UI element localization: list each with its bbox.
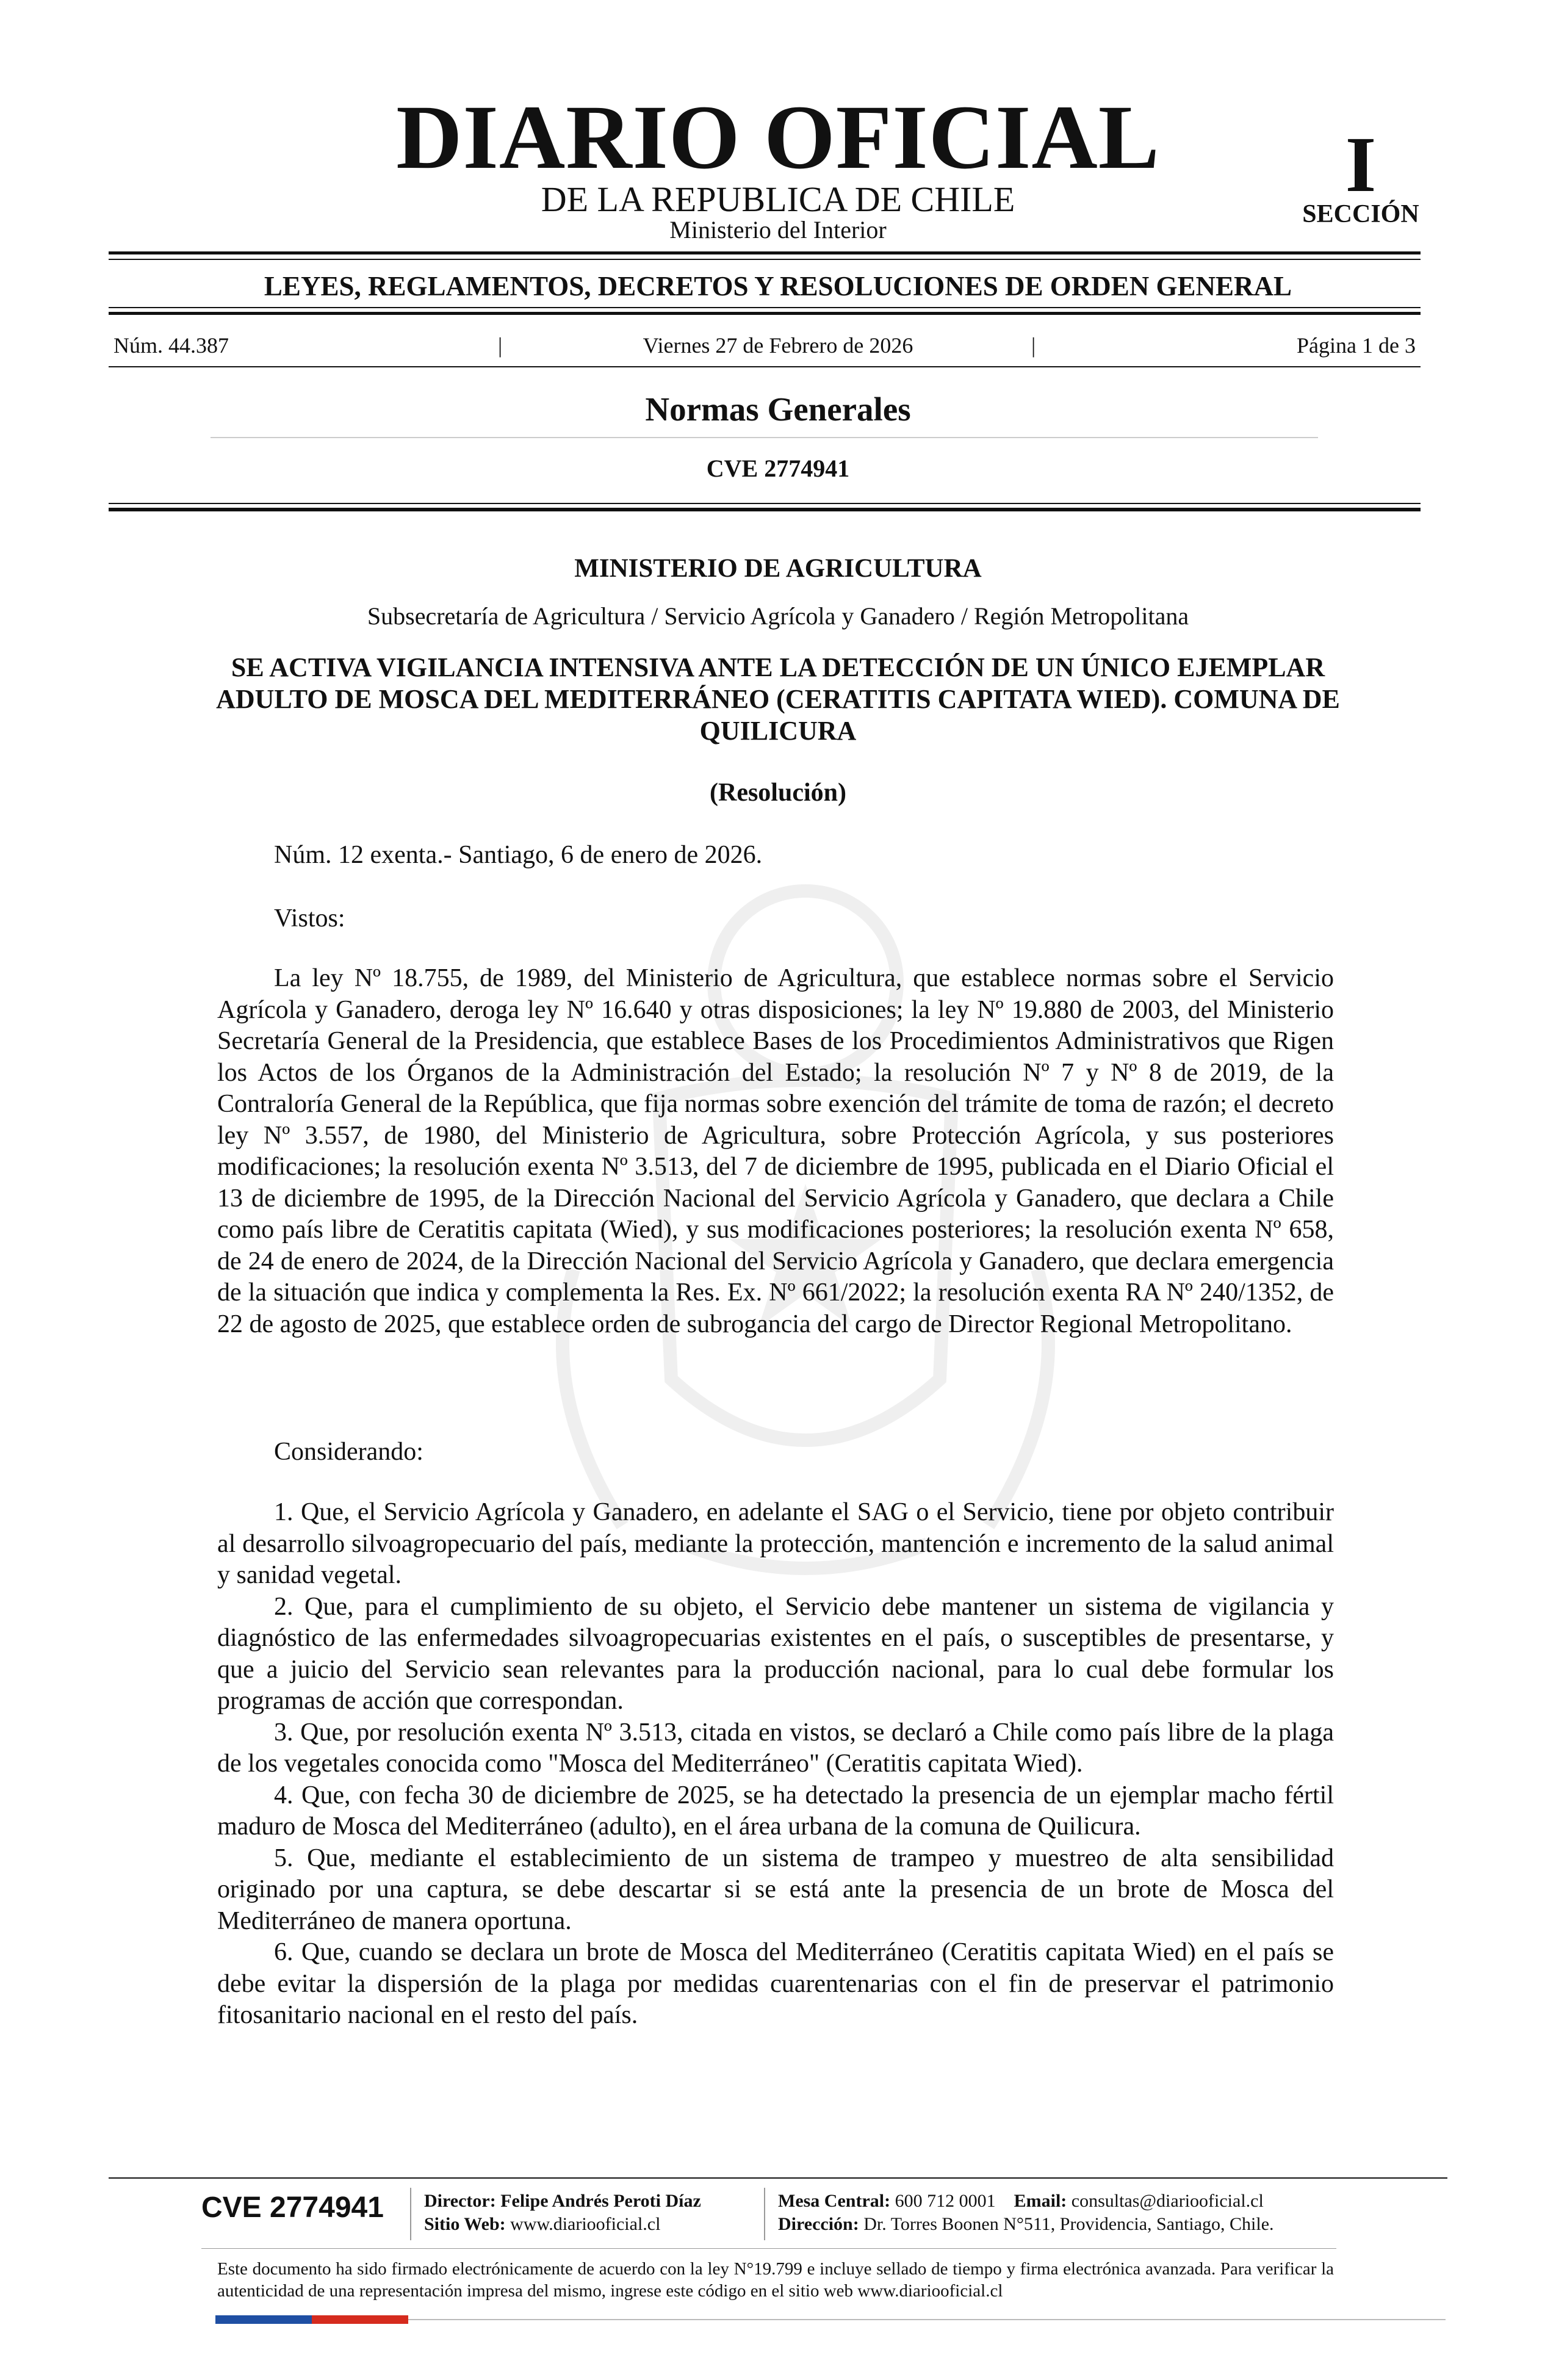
cve-rule-thin: [109, 503, 1421, 504]
masthead-rule-thin: [109, 259, 1421, 260]
email-label: Email:: [1014, 2191, 1067, 2211]
cve-code: CVE 2774941: [706, 455, 850, 482]
footer-contact-block: [778, 2190, 1274, 2236]
list-item: 1. Que, el Servicio Agrícola y Ganadero, en adelante el SAG o el Servicio, tiene por objeto contribuir al desarrollo silvoagropecuario del país, mediante la protección, mantención e incremento de la salud animal y sanidad vegetal.: [217, 1498, 1334, 1589]
footer-divider: [410, 2188, 411, 2240]
footer-rule: [109, 2177, 1447, 2179]
meta-separator: |: [498, 333, 503, 358]
list-item: 6. Que, cuando se declara un brote de Mosca del Mediterráneo (Ceratitis capitata Wied) en el país se debe evitar la dispersión de la plaga por medidas cuarentenarias con el fin de preservar el patrimonio fitosanitario nacional en el resto del país.: [217, 1938, 1334, 2029]
issuing-office: Subsecretaría de Agricultura / Servicio Agrícola y Ganadero / Región Metropolitana: [367, 602, 1189, 630]
vistos-label: Vistos:: [274, 904, 345, 932]
director-label: Director:: [424, 2191, 496, 2211]
meta-rule: [109, 366, 1421, 367]
masthead-ministry: Ministerio del Interior: [669, 216, 887, 243]
category-rule: [211, 437, 1318, 438]
section-banner: LEYES, REGLAMENTOS, DECRETOS Y RESOLUCIONES DE ORDEN GENERAL: [264, 271, 1292, 301]
list-item: 3. Que, por resolución exenta Nº 3.513, citada en vistos, se declaró a Chile como país libre de la plaga de los vegetales conocida como "Mosca del Mediterráneo" (Ceratitis capitata Wied).: [217, 1718, 1334, 1778]
page-indicator: Página 1 de 3: [1297, 333, 1416, 358]
email-link[interactable]: consultas@diariooficial.cl: [1071, 2191, 1264, 2211]
resolution-heading: SE ACTIVA VIGILANCIA INTENSIVA ANTE LA DETECCIÓN DE UN ÚNICO EJEMPLAR ADULTO DE MOSCA DEL MEDITERRÁNEO (CERATITIS CAPITATA WIED). COMUNA DE QUILICURA: [216, 652, 1340, 746]
document-type: (Resolución): [710, 779, 846, 807]
footer-director-block: [424, 2190, 701, 2236]
meta-separator: |: [1031, 333, 1036, 358]
category-title: Normas Generales: [645, 391, 911, 428]
list-item: 2. Que, para el cumplimiento de su objeto, el Servicio debe mantener un sistema de vigilancia y diagnóstico de las enfermedades silvoagropecuarias existentes en el país, o susceptibles de presentarse, y que a juicio del Servicio sean relevantes para la producción nacional, para lo cual debe formular los programas de acción que correspondan.: [217, 1592, 1334, 1715]
web-label: Sitio Web:: [424, 2214, 506, 2234]
flag-stripe-blue: [215, 2315, 312, 2324]
phone-label: Mesa Central:: [778, 2191, 891, 2211]
footer-cve-code: CVE 2774941: [201, 2191, 384, 2224]
masthead-rule-thick: [109, 251, 1421, 254]
section-number: I: [1345, 121, 1377, 209]
flag-stripe-red: [312, 2315, 408, 2324]
phone-number: 600 712 0001: [895, 2191, 996, 2211]
considerando-list: [217, 1497, 1334, 2032]
banner-rule-thin: [109, 307, 1421, 308]
address-value: Dr. Torres Boonen N°511, Providencia, Santiago, Chile.: [863, 2214, 1274, 2234]
section-label: SECCIÓN: [1302, 200, 1419, 228]
footer-rule-thin: [201, 2248, 1336, 2249]
newspaper-title: DIARIO OFICIAL: [396, 87, 1160, 188]
signature-disclaimer: Este documento ha sido firmado electrónicamente de acuerdo con la ley N°19.799 e incluye sellado de tiempo y firma electrónica avanzada. Para verificar la autenticidad de una representación impresa del mismo, ingrese este código en el sitio web www.diariooficial.cl: [217, 2259, 1334, 2301]
list-item: 5. Que, mediante el establecimiento de un sistema de trampeo y muestreo de alta sensibilidad originado por una captura, se debe descartar si se está ante la presencia de un brote de Mosca del Mediterráneo de manera oportuna.: [217, 1844, 1334, 1935]
issue-number: Núm. 44.387: [113, 333, 229, 358]
website-link[interactable]: www.diariooficial.cl: [510, 2214, 661, 2234]
considerando-label: Considerando:: [274, 1438, 423, 1466]
list-item: 4. Que, con fecha 30 de diciembre de 2025, se ha detectado la presencia de un ejemplar macho fértil maduro de Mosca del Mediterráneo (adulto), en el área urbana de la comuna de Quilicura.: [217, 1781, 1334, 1841]
director-name: Felipe Andrés Peroti Díaz: [500, 2191, 701, 2211]
newspaper-subtitle: DE LA REPUBLICA DE CHILE: [541, 179, 1015, 219]
address-label: Dirección:: [778, 2214, 859, 2234]
flag-stripe-rule: [408, 2319, 1446, 2320]
banner-rule-thick: [109, 312, 1421, 315]
resolution-number-line: Núm. 12 exenta.- Santiago, 6 de enero de 2026.: [274, 841, 763, 869]
cve-rule-thick: [109, 508, 1421, 511]
issue-date: Viernes 27 de Febrero de 2026: [643, 333, 913, 358]
vistos-paragraph: La ley Nº 18.755, de 1989, del Ministerio de Agricultura, que establece normas sobre el Servicio Agrícola y Ganadero, deroga ley Nº 16.640 y otras disposiciones; la ley Nº 19.880 de 2003, del Ministerio Secretaría General de la Presidencia, que establece Bases de los Procedimientos Administrativos que Rigen los Actos de los Órganos de la Administración del Estado; la resolución Nº 7 y Nº 8 de 2019, de la Contraloría General de la República, que fija normas sobre exención del trámite de toma de razón; el decreto ley Nº 3.557, de 1980, del Ministerio de Agricultura, sobre Protección Agrícola, y sus posteriores modificaciones; la resolución exenta Nº 3.513, del 7 de diciembre de 1995, publicada en el Diario Oficial el 13 de diciembre de 1995, de la Dirección Nacional del Servicio Agrícola y Ganadero, que declara a Chile como país libre de Ceratitis capitata (Wied), y sus modificaciones posteriores; la resolución exenta Nº 658, de 24 de enero de 2024, de la Dirección Nacional del Servicio Agrícola y Ganadero, que declara emergencia de la situación que indica y complementa la Res. Ex. Nº 661/2022; la resolución exenta RA Nº 240/1352, de 22 de agosto de 2025, que establece orden de subrogancia del cargo de Director Regional Metropolitano.: [217, 964, 1334, 1338]
footer-divider: [764, 2188, 765, 2240]
issuing-ministry: MINISTERIO DE AGRICULTURA: [574, 554, 982, 583]
